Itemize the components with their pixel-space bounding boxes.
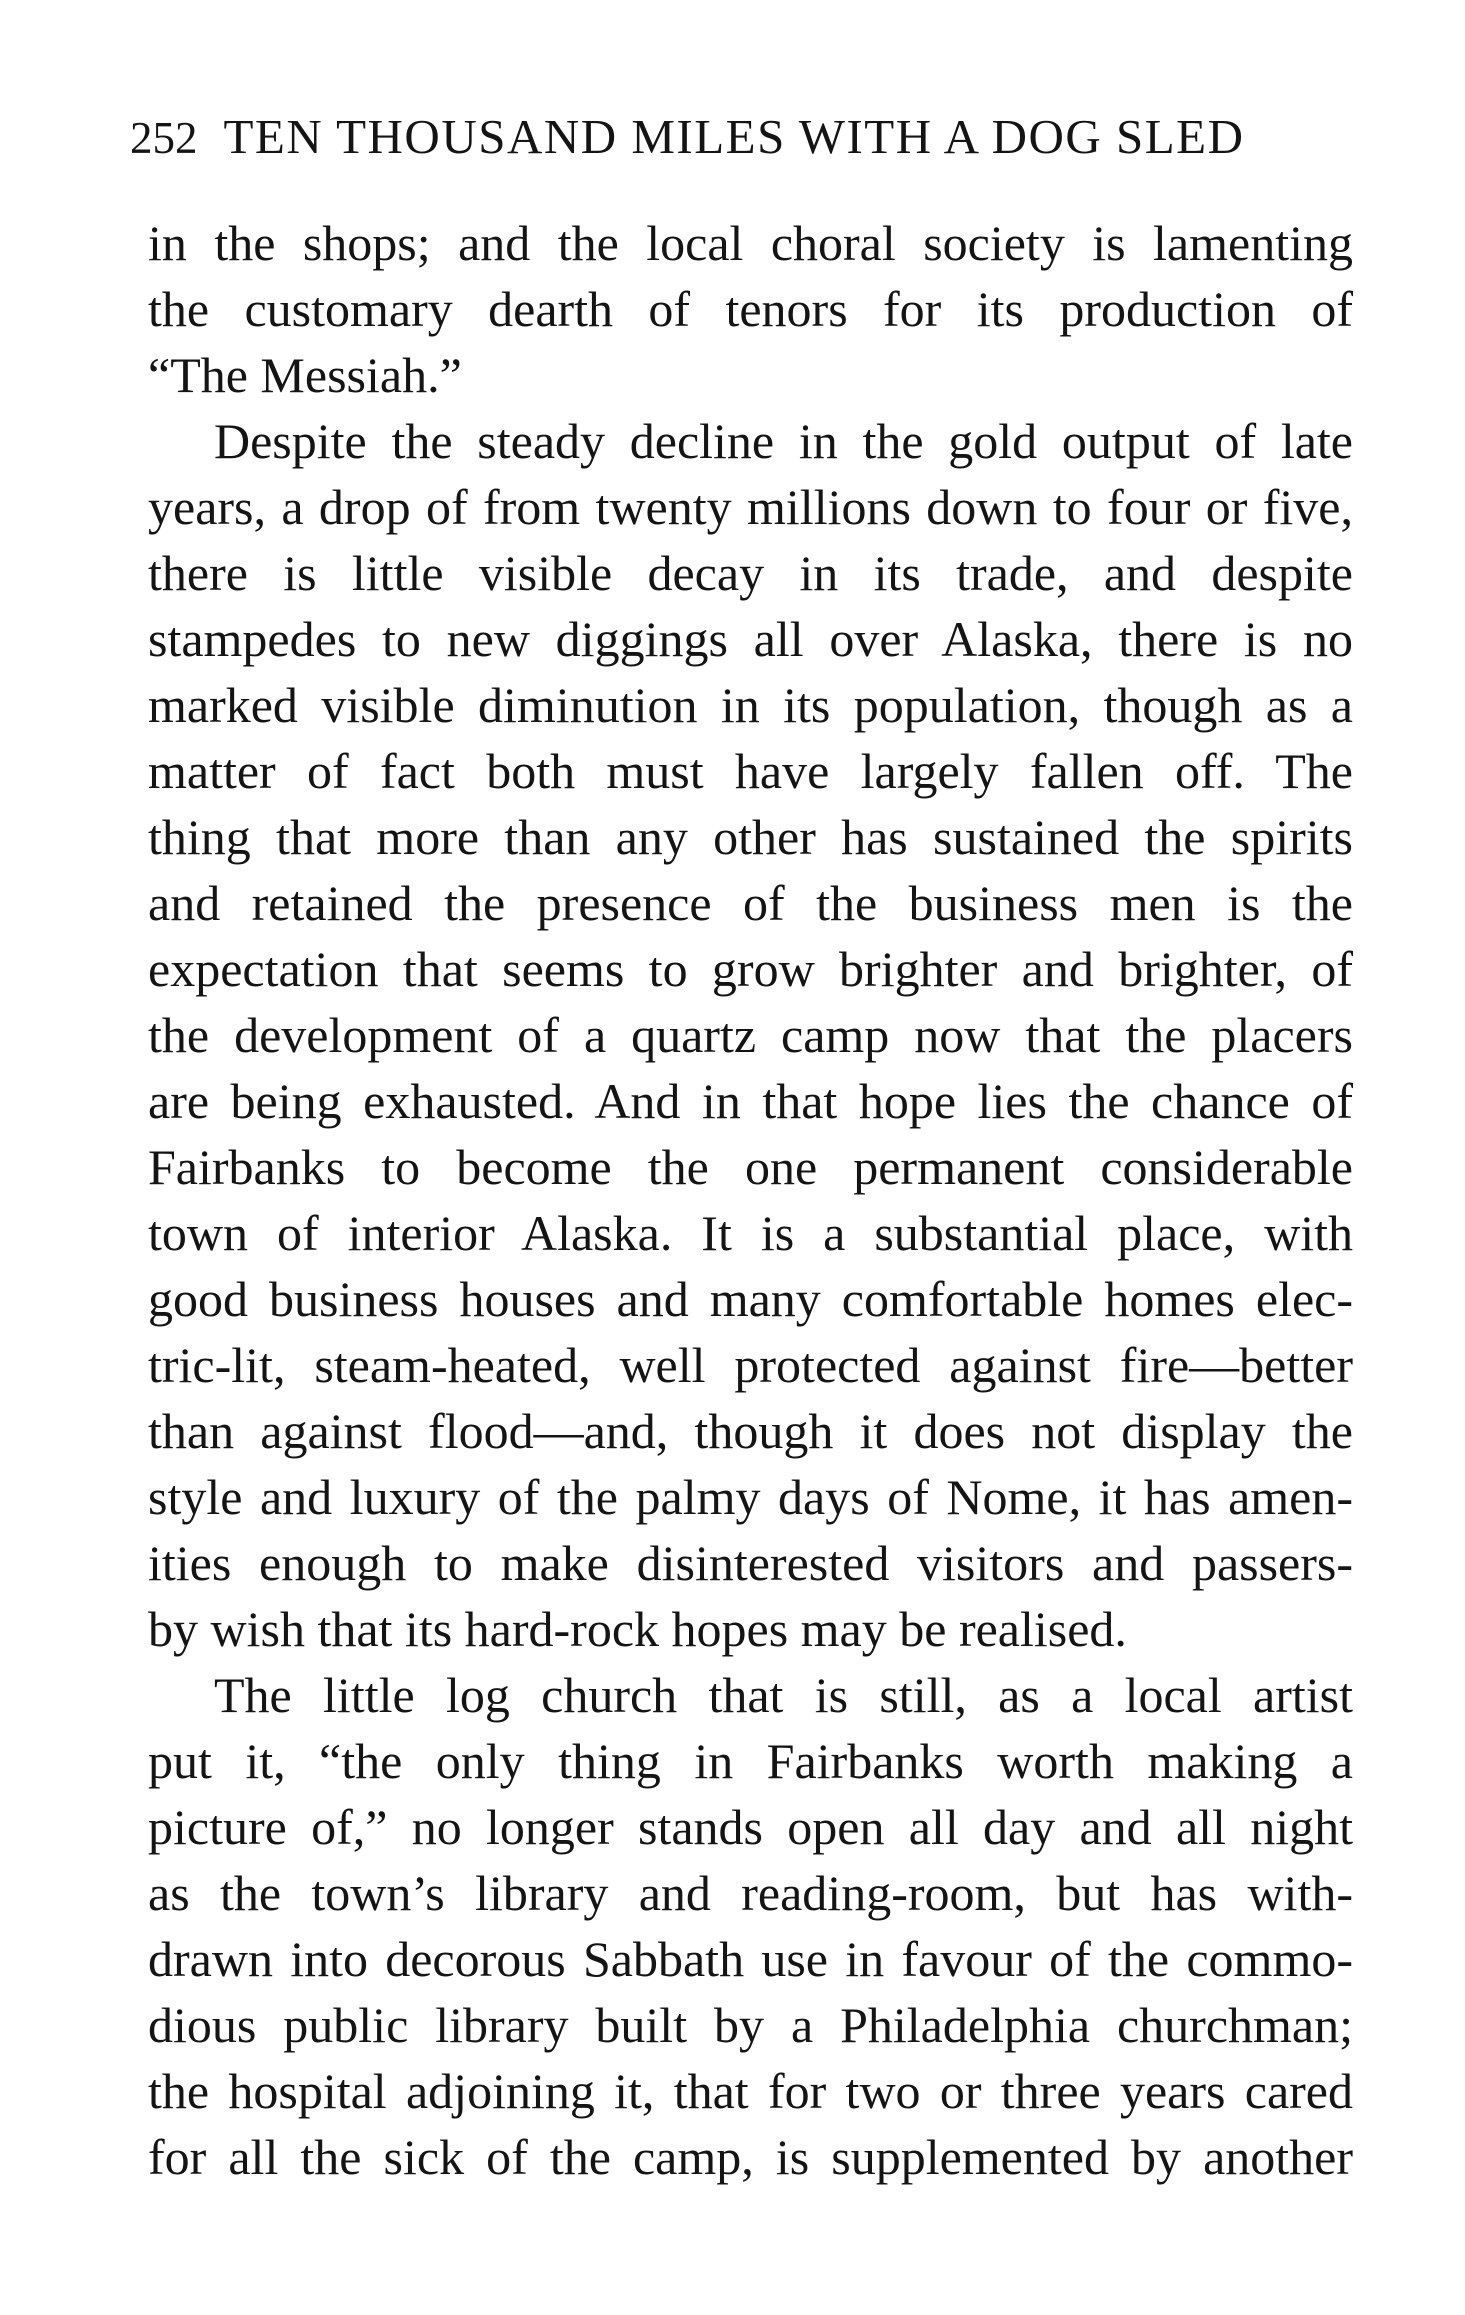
text-line: than against flood—and, though it does not display the (148, 1403, 1353, 1459)
text-line: tric-lit, steam-heated, well protected against fire—better (148, 1337, 1353, 1393)
text-line: The little log church that is still, as a local artist (214, 1667, 1353, 1723)
text-line: town of interior Alaska. It is a substantial place, with (148, 1205, 1353, 1261)
text-line: “The Messiah.” (148, 347, 462, 403)
text-line: stampedes to new diggings all over Alaska, there is no (148, 611, 1353, 667)
text-line: are being exhausted. And in that hope lies the chance of (148, 1073, 1353, 1129)
running-title: TEN THOUSAND MILES WITH A DOG SLED (223, 109, 1245, 164)
body-text (148, 210, 1353, 2190)
text-line: dious public library built by a Philadelphia churchman; (148, 1997, 1353, 2053)
text-line: expectation that seems to grow brighter and brighter, of (148, 941, 1353, 997)
text-line: ities enough to make disinterested visitors and passers- (148, 1535, 1353, 1591)
text-line: for all the sick of the camp, is supplemented by another (148, 2129, 1353, 2185)
text-line: years, a drop of from twenty millions down to four or five, (148, 479, 1353, 535)
running-head (130, 108, 1355, 178)
text-line: Fairbanks to become the one permanent considerable (148, 1139, 1353, 1195)
text-line: the customary dearth of tenors for its production of (148, 281, 1353, 337)
text-line: as the town’s library and reading-room, but has with- (148, 1865, 1353, 1921)
text-line: the development of a quartz camp now that the placers (148, 1007, 1353, 1063)
text-line: marked visible diminution in its population, though as a (148, 677, 1353, 733)
text-line: good business houses and many comfortable homes elec- (148, 1271, 1353, 1327)
text-line: by wish that its hard-rock hopes may be realised. (148, 1601, 1127, 1657)
text-line: thing that more than any other has sustained the spirits (148, 809, 1353, 865)
text-line: and retained the presence of the business men is the (148, 875, 1353, 931)
text-line: put it, “the only thing in Fairbanks worth making a (148, 1733, 1353, 1789)
text-line: matter of fact both must have largely fallen off. The (148, 743, 1353, 799)
page-number: 252 (130, 113, 198, 163)
text-line: the hospital adjoining it, that for two or three years cared (148, 2063, 1353, 2119)
text-line: style and luxury of the palmy days of Nome, it has amen- (148, 1469, 1353, 1525)
text-line: in the shops; and the local choral society is lamenting (148, 215, 1353, 271)
text-line: there is little visible decay in its trade, and despite (148, 545, 1353, 601)
text-line: drawn into decorous Sabbath use in favour of the commo- (148, 1931, 1353, 1987)
text-line: Despite the steady decline in the gold output of late (214, 413, 1353, 469)
text-line: picture of,” no longer stands open all day and all night (148, 1799, 1353, 1855)
